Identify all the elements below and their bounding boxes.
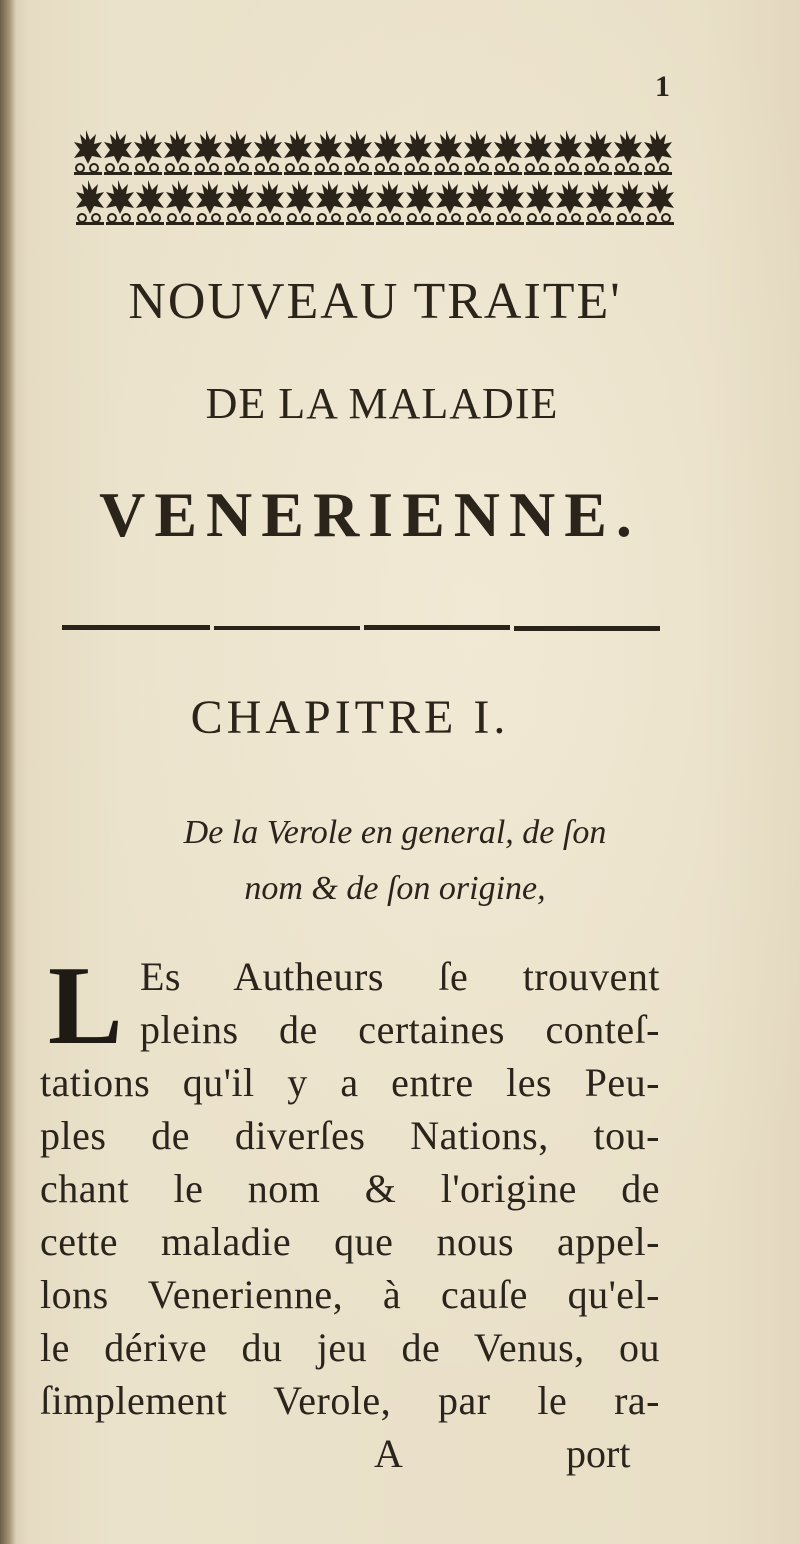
body-paragraph xyxy=(40,944,660,1427)
signature-mark: A xyxy=(374,1431,403,1476)
body-line: ples de diverſes Nations, tou- xyxy=(40,1113,660,1158)
body-line: chant le nom & l'origine de xyxy=(40,1166,660,1211)
chapter-subtitle xyxy=(95,805,695,917)
chapter-heading: CHAPITRE I. xyxy=(190,691,510,744)
body-line: cette maladie que nous appel- xyxy=(40,1219,660,1264)
subtitle-line-2: nom & de ſon origine, xyxy=(244,870,546,907)
ornament-headpiece xyxy=(74,128,678,228)
body-line: le dérive du jeu de Venus, ou xyxy=(40,1325,660,1370)
subtitle-line-1: De la Verole en general, de ſon xyxy=(183,814,607,851)
title-line-3: VENERIENNE. xyxy=(99,479,641,550)
drop-cap: L xyxy=(48,944,123,1068)
body-line: tations qu'il y a entre les Peu- xyxy=(40,1060,660,1105)
decorative-rule xyxy=(62,622,662,636)
body-line: pleins de certaines conteſ- xyxy=(140,1007,660,1052)
page-number: 1 xyxy=(655,70,670,103)
body-line: ſimplement Verole, par le ra- xyxy=(40,1378,660,1423)
body-line: lons Venerienne, à cauſe qu'el- xyxy=(40,1272,660,1317)
title-line-1: NOUVEAU TRAITE' xyxy=(128,273,622,330)
page-gutter xyxy=(0,0,16,1544)
title-line-2: DE LA MALADIE xyxy=(205,379,559,428)
body-line: Es Autheurs ſe trouvent xyxy=(140,954,660,999)
catchword: port xyxy=(566,1431,631,1476)
